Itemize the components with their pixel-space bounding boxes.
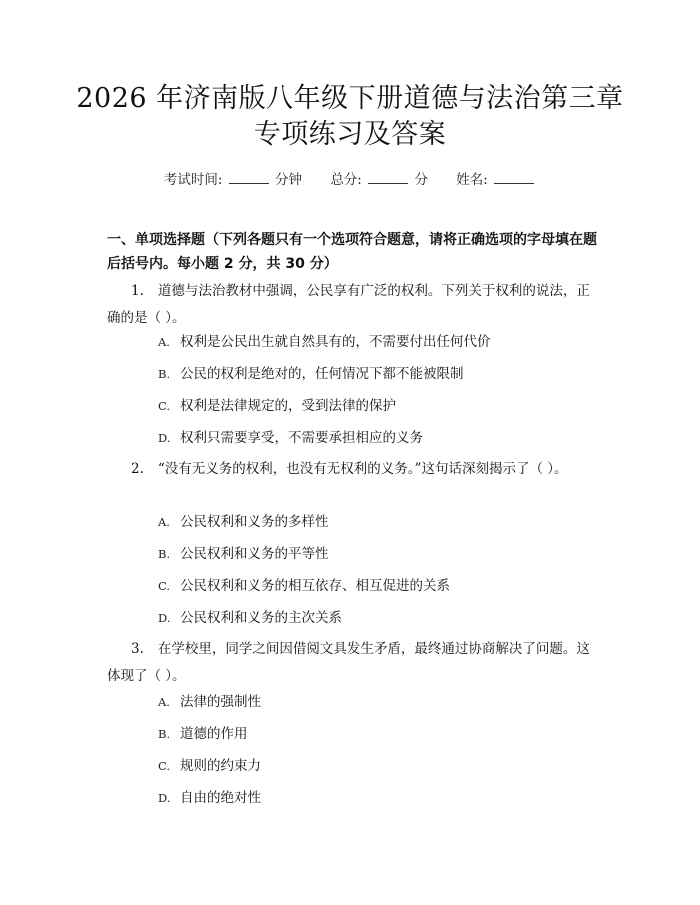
exam-time-label: 考试时间: (163, 172, 223, 188)
option-text: 公民权利和义务的平等性 (180, 546, 329, 562)
option-text: 权利是法律规定的，受到法律的保护 (180, 398, 396, 414)
option-text: 公民权利和义务的相互依存、相互促进的关系 (180, 578, 450, 594)
document-title-line-2: 专项练习及答案 (253, 119, 447, 150)
option-text: 公民权利和义务的多样性 (180, 514, 329, 530)
option-text: 公民的权利是绝对的，任何情况下都不能被限制 (180, 366, 464, 382)
question-1 (107, 278, 599, 332)
name-label: 姓名: (456, 172, 488, 188)
option-text: 法律的强制性 (180, 694, 261, 710)
option-letter: A. (158, 335, 170, 349)
option-text: 权利只需要享受，不需要承担相应的义务 (180, 430, 423, 446)
option-letter: D. (158, 611, 171, 625)
option-item (158, 724, 248, 744)
name-blank (494, 171, 534, 184)
option-item (158, 608, 342, 628)
option-letter: C. (158, 579, 171, 593)
option-text: 自由的绝对性 (180, 790, 261, 806)
question-text: 道德与法治教材中强调，公民享有广泛的权利。下列关于权利的说法，正确的是（ ）。 (107, 283, 590, 326)
option-text: 道德的作用 (180, 726, 248, 742)
total-score-unit: 分 (414, 172, 428, 188)
question-text: “没有无义务的权利，也没有无权利的义务。”这句话深刻揭示了（ ）。 (157, 461, 568, 477)
total-score-blank (368, 171, 408, 184)
option-item (158, 332, 491, 352)
document-title-line-1: 2026 年济南版八年级下册道德与法治第三章 (76, 83, 624, 114)
total-score-field (330, 172, 432, 188)
option-item (158, 788, 261, 808)
option-letter: B. (158, 727, 171, 741)
option-item (158, 364, 464, 384)
question-number: 1. (131, 283, 144, 299)
option-letter: A. (158, 695, 170, 709)
option-letter: C. (158, 759, 171, 773)
exam-time-field (164, 172, 306, 188)
option-item (158, 576, 450, 596)
exam-time-unit: 分钟 (275, 172, 303, 188)
option-text: 公民权利和义务的主次关系 (180, 610, 342, 626)
option-letter: D. (158, 791, 171, 805)
question-2 (107, 456, 599, 483)
option-text: 规则的约束力 (180, 758, 261, 774)
option-text: 权利是公民出生就自然具有的，不需要付出任何代价 (180, 334, 491, 350)
question-text: 在学校里，同学之间因借阅文具发生矛盾，最终通过协商解决了问题。这体现了（ ）。 (107, 641, 590, 684)
option-letter: A. (158, 515, 170, 529)
option-item (158, 396, 396, 416)
option-letter: D. (158, 431, 171, 445)
question-3 (107, 636, 599, 690)
option-item (158, 544, 329, 564)
option-item (158, 756, 261, 776)
option-letter: B. (158, 547, 171, 561)
question-number: 2. (131, 461, 144, 477)
question-number: 3. (131, 641, 144, 657)
option-item (158, 692, 261, 712)
exam-time-blank (229, 171, 269, 184)
option-letter: B. (158, 367, 171, 381)
option-item (158, 428, 423, 448)
option-item (158, 512, 329, 532)
option-letter: C. (158, 399, 171, 413)
total-score-label: 总分: (330, 172, 362, 188)
name-field (456, 172, 536, 188)
section-heading: 一、单项选择题（下列各题只有一个选项符合题意，请将正确选项的字母填在题后括号内。每小题 2 分，共 30 分） (107, 232, 597, 272)
exam-info-line (0, 168, 700, 188)
